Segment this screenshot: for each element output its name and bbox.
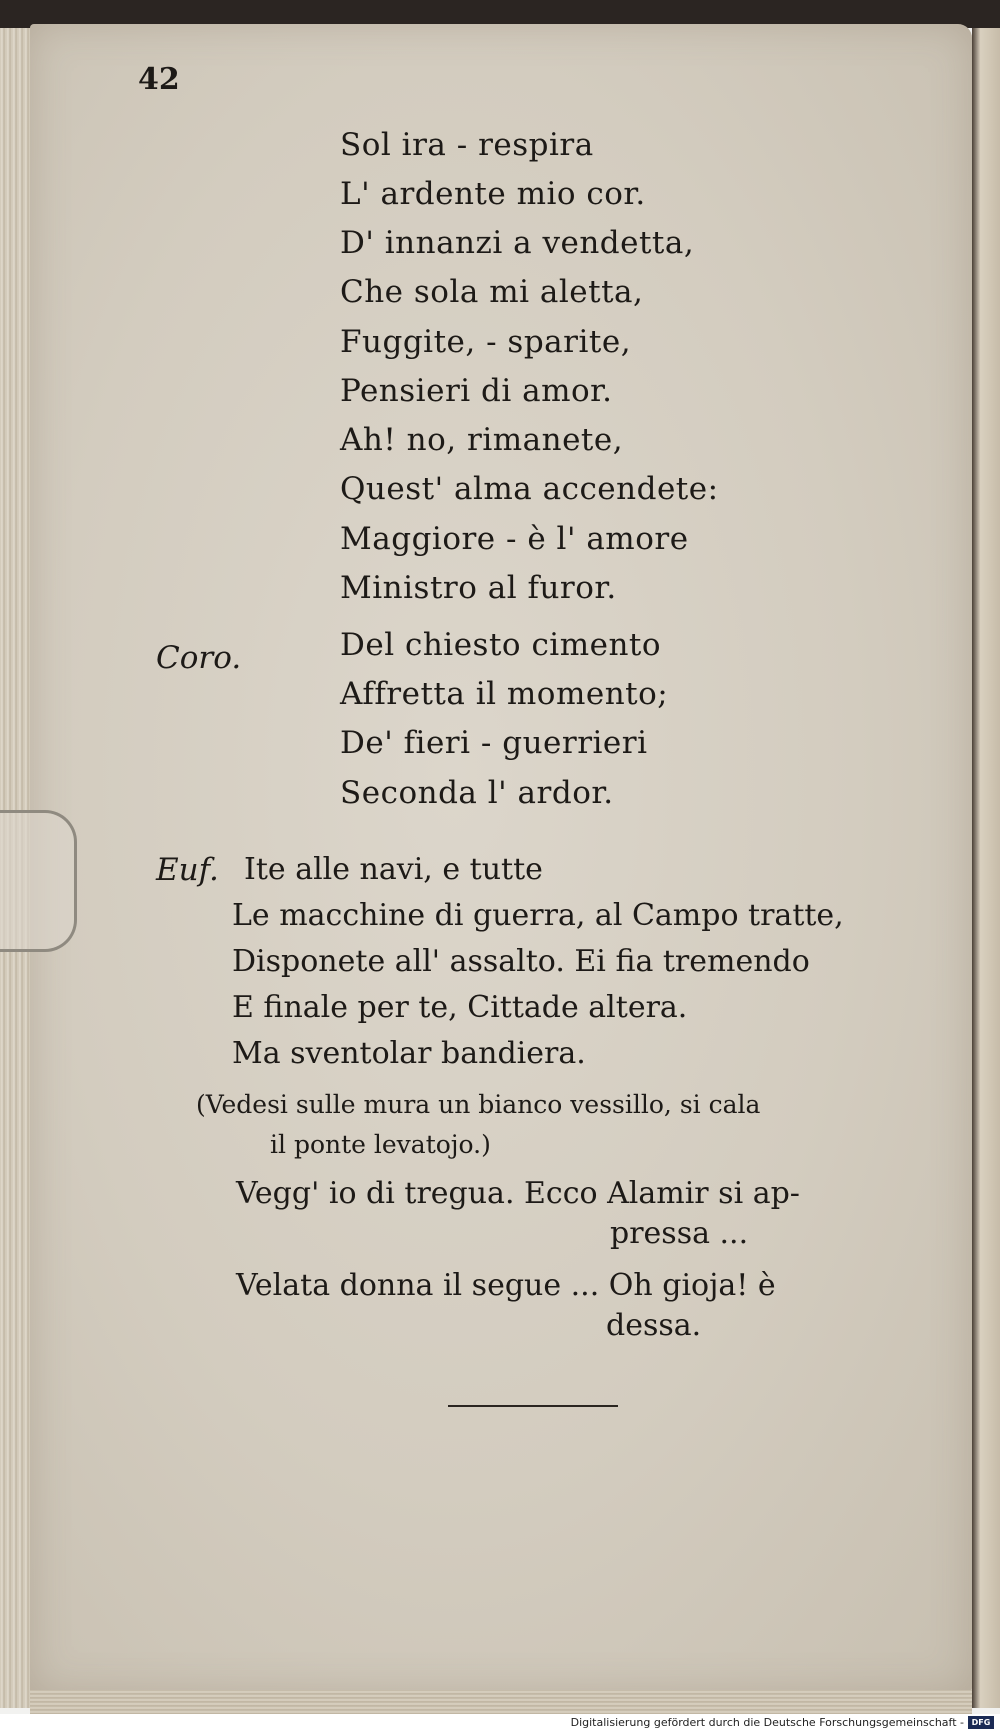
book-bottom-edge: [30, 1690, 972, 1714]
verse-line-4: Che sola mi aletta,: [340, 274, 644, 310]
euf-line-5: Vegg' io di tregua. Ecco Alamir si ap-: [236, 1176, 800, 1211]
page-clip: [0, 810, 77, 952]
euf-line-3: E finale per te, Cittade altera.: [232, 990, 688, 1025]
verse-line-7: Ah! no, rimanete,: [340, 422, 624, 458]
euf-line-6-continuation: dessa.: [606, 1308, 702, 1343]
digitization-credit: Digitalisierung gefördert durch die Deutsche Forschungsgemeinschaft -: [570, 1716, 964, 1729]
coro-line-2: Affretta il momento;: [340, 676, 669, 712]
verse-line-1: Sol ira - respira: [340, 127, 594, 163]
verse-line-2: L' ardente mio cor.: [340, 176, 646, 212]
dfg-logo-icon: DFG: [968, 1716, 994, 1729]
coro-line-3: De' fieri - guerrieri: [340, 725, 648, 761]
coro-line-4: Seconda l' ardor.: [340, 775, 614, 811]
verse-line-10: Ministro al furor.: [340, 570, 617, 606]
speaker-euf: Euf.: [156, 852, 219, 888]
speaker-coro: Coro.: [156, 640, 242, 676]
verse-line-6: Pensieri di amor.: [340, 373, 613, 409]
verse-line-8: Quest' alma accendete:: [340, 471, 719, 507]
section-divider-rule: [448, 1405, 618, 1407]
euf-line-2: Disponete all' assalto. Ei fia tremendo: [232, 944, 810, 979]
euf-line-4: Ma sventolar bandiera.: [232, 1036, 586, 1071]
euf-line-5-continuation: pressa ...: [610, 1216, 749, 1251]
page-number: 42: [138, 62, 180, 97]
stage-direction-line-1: (Vedesi sulle mura un bianco vessillo, si cala: [196, 1090, 761, 1119]
stage-direction-line-2: il ponte levatojo.): [270, 1130, 491, 1159]
euf-line-6: Velata donna il segue ... Oh gioja! è: [236, 1268, 776, 1303]
euf-line-1: Le macchine di guerra, al Campo tratte,: [232, 898, 844, 933]
verse-line-5: Fuggite, - sparite,: [340, 324, 632, 360]
verse-line-3: D' innanzi a vendetta,: [340, 225, 695, 261]
coro-line-1: Del chiesto cimento: [340, 627, 662, 663]
verse-line-9: Maggiore - è l' amore: [340, 521, 689, 557]
book-right-edge: [972, 28, 1000, 1708]
euf-first-line: Ite alle navi, e tutte: [244, 852, 543, 887]
